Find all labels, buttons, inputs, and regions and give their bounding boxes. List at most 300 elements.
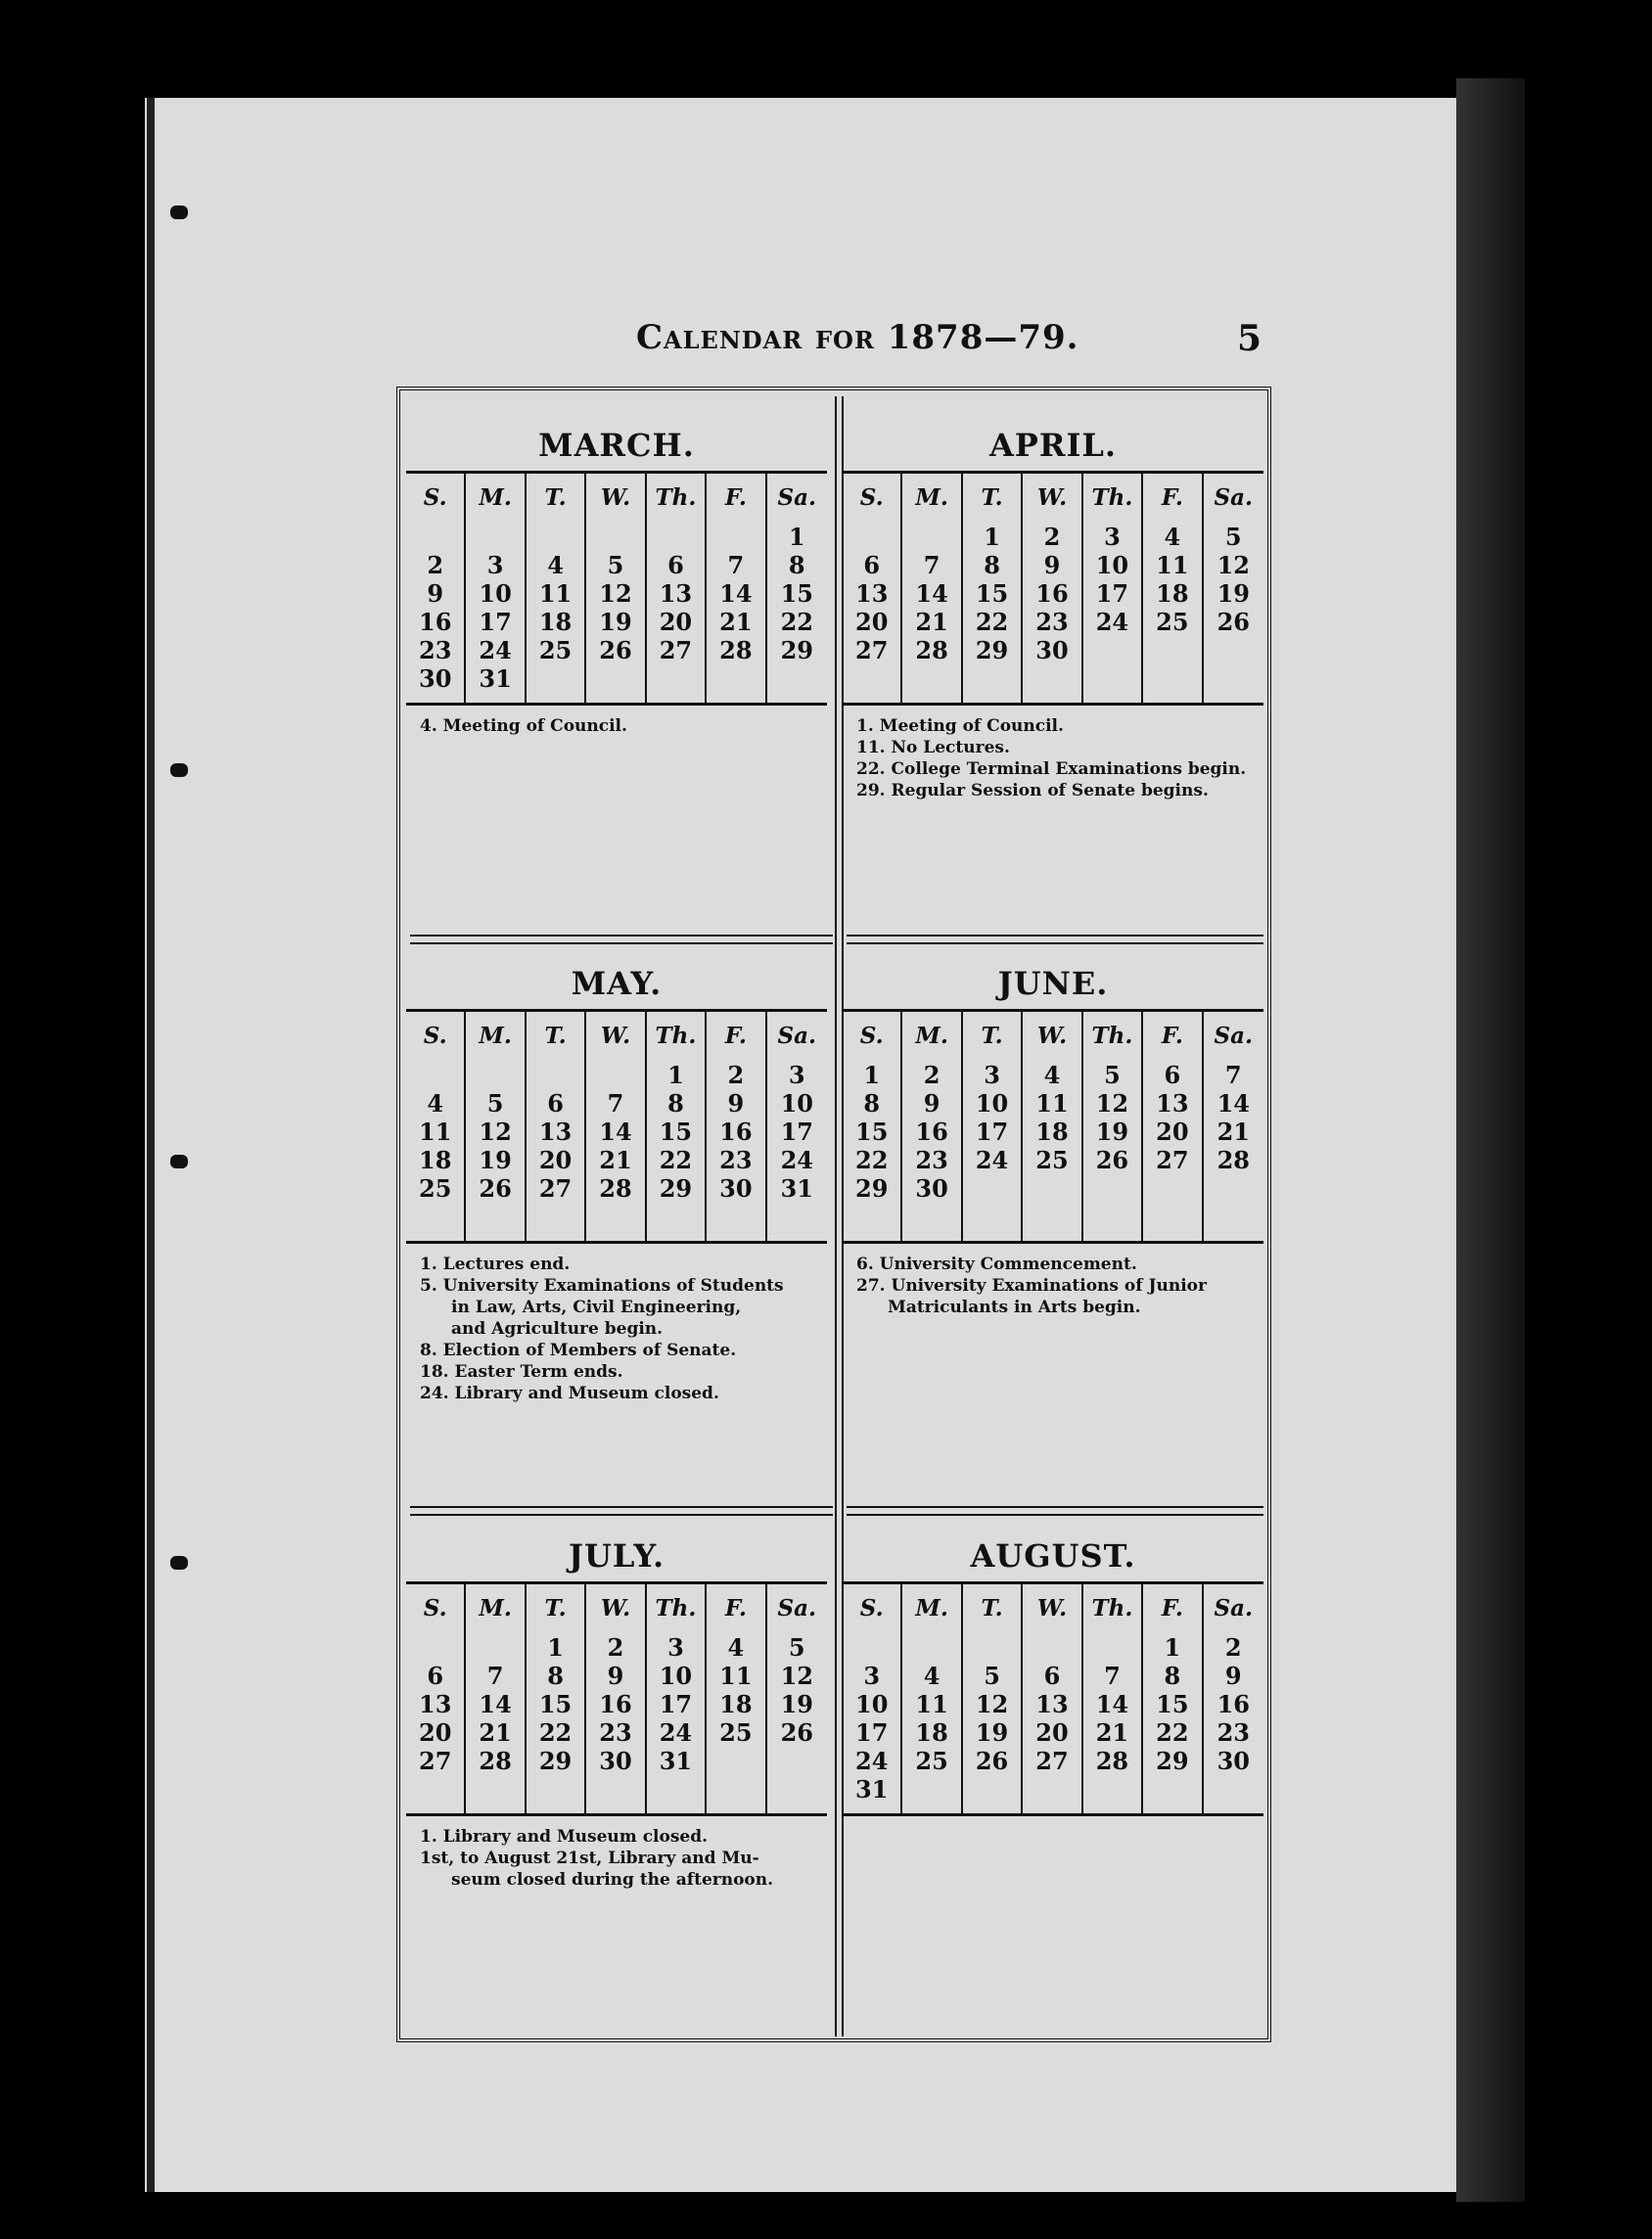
weekday-header: W. <box>600 1023 631 1049</box>
note-line: and Agriculture begin. <box>451 1319 664 1339</box>
day-cell: 25 <box>1156 608 1189 636</box>
day-cell: 27 <box>659 636 693 664</box>
day-grid <box>406 1012 827 1244</box>
day-cell: 24 <box>1095 608 1129 636</box>
day-cell: 25 <box>1035 1146 1069 1174</box>
weekday-column <box>466 1584 526 1813</box>
day-cell <box>406 1203 464 1231</box>
day-cell: 30 <box>1035 636 1069 664</box>
weekday-column <box>963 1584 1023 1813</box>
section-rule <box>410 1506 833 1516</box>
day-cell: 8 <box>788 551 805 579</box>
day-cell <box>963 1174 1021 1203</box>
day-cell: 15 <box>538 1690 573 1718</box>
weekday-column <box>902 1012 962 1241</box>
weekday-header: Sa. <box>777 484 817 511</box>
day-cell: 21 <box>479 1718 512 1747</box>
month-july <box>406 1531 827 1891</box>
day-cell: 31 <box>479 664 512 693</box>
day-cell: 15 <box>1156 1690 1189 1718</box>
day-cell: 29 <box>659 1174 693 1203</box>
day-cell: 1 <box>547 1633 564 1662</box>
day-cell <box>1143 664 1201 693</box>
day-cell: 23 <box>719 1146 753 1174</box>
day-cell: 1 <box>863 1061 881 1089</box>
day-cell: 29 <box>538 1747 573 1775</box>
day-cell: 31 <box>780 1174 813 1203</box>
day-cell <box>902 1775 960 1804</box>
day-cell: 2 <box>727 1061 745 1089</box>
day-cell <box>647 1203 705 1231</box>
day-cell: 4 <box>427 1089 444 1118</box>
day-cell: 25 <box>419 1174 452 1203</box>
day-cell: 16 <box>599 1690 632 1718</box>
day-cell <box>527 523 584 551</box>
day-cell: 8 <box>667 1089 684 1118</box>
day-cell <box>707 523 764 551</box>
weekday-column <box>1143 1012 1203 1241</box>
day-cell: 19 <box>1216 579 1250 608</box>
day-cell <box>843 1203 900 1231</box>
day-cell: 21 <box>915 608 948 636</box>
weekday-header: W. <box>1036 484 1068 511</box>
weekday-header: Th. <box>1091 484 1133 511</box>
day-cell: 23 <box>915 1146 948 1174</box>
day-cell: 27 <box>855 636 889 664</box>
weekday-header: S. <box>859 1595 884 1622</box>
weekday-column <box>586 474 646 703</box>
weekday-header: M. <box>479 484 512 511</box>
day-cell <box>466 1775 524 1804</box>
day-cell: 3 <box>788 1061 805 1089</box>
day-cell <box>586 1061 644 1089</box>
day-cell: 4 <box>1164 523 1181 551</box>
day-cell: 28 <box>479 1747 512 1775</box>
month-notes <box>406 1244 827 1404</box>
weekday-column <box>767 474 827 703</box>
day-cell <box>406 523 464 551</box>
day-cell <box>1083 636 1141 664</box>
day-cell: 30 <box>599 1747 632 1775</box>
weekday-column <box>843 1012 902 1241</box>
day-cell: 5 <box>607 551 624 579</box>
note-line: 27. University Examinations of Junior <box>856 1276 1207 1296</box>
day-cell: 10 <box>780 1089 813 1118</box>
day-cell: 1 <box>1164 1633 1181 1662</box>
binding-stitch <box>170 206 188 219</box>
day-cell: 11 <box>915 1690 948 1718</box>
month-notes <box>406 1816 827 1891</box>
day-cell: 28 <box>1095 1747 1129 1775</box>
weekday-column <box>1143 474 1203 703</box>
day-cell: 20 <box>855 608 889 636</box>
day-cell: 9 <box>727 1089 745 1118</box>
day-cell <box>586 1203 644 1231</box>
day-cell: 15 <box>780 579 813 608</box>
weekday-header: Th. <box>655 1595 697 1622</box>
weekday-column <box>902 1584 962 1813</box>
day-cell: 1 <box>667 1061 684 1089</box>
day-cell: 11 <box>538 579 573 608</box>
day-cell: 5 <box>1224 523 1242 551</box>
weekday-column <box>1023 1012 1082 1241</box>
weekday-header: S. <box>423 1595 447 1622</box>
day-cell <box>1083 1775 1141 1804</box>
page-binding <box>147 98 155 2192</box>
day-cell: 4 <box>923 1662 941 1690</box>
day-cell <box>406 1061 464 1089</box>
weekday-header: T. <box>544 1595 567 1622</box>
day-cell: 24 <box>855 1747 889 1775</box>
weekday-header: T. <box>544 1023 567 1049</box>
weekday-header: S. <box>859 484 884 511</box>
note-line: seum closed during the afternoon. <box>451 1870 774 1890</box>
weekday-column <box>527 1012 586 1241</box>
binding-stitch <box>170 1155 188 1168</box>
day-cell: 2 <box>427 551 444 579</box>
day-grid <box>843 474 1263 706</box>
note-line: in Law, Arts, Civil Engineering, <box>451 1298 742 1317</box>
day-cell: 20 <box>419 1718 452 1747</box>
day-cell: 19 <box>599 608 632 636</box>
month-august <box>843 1531 1263 1826</box>
day-cell <box>1023 1775 1080 1804</box>
weekday-header: F. <box>724 1595 747 1622</box>
day-cell: 5 <box>486 1089 504 1118</box>
day-cell: 29 <box>780 636 813 664</box>
day-cell: 28 <box>719 636 753 664</box>
weekday-column <box>406 1012 466 1241</box>
day-cell: 22 <box>780 608 813 636</box>
day-cell: 26 <box>975 1747 1009 1775</box>
day-cell: 11 <box>419 1118 452 1146</box>
day-cell <box>466 1203 524 1231</box>
month-notes <box>843 1244 1263 1318</box>
day-cell: 15 <box>855 1118 889 1146</box>
weekday-column <box>586 1012 646 1241</box>
day-cell: 22 <box>1156 1718 1189 1747</box>
day-cell: 20 <box>659 608 693 636</box>
weekday-header: Th. <box>1091 1595 1133 1622</box>
note-line: 1. Lectures end. <box>420 1255 571 1274</box>
day-cell <box>767 1747 827 1775</box>
page-edge-shadow <box>1456 78 1525 2202</box>
day-cell <box>1083 1203 1141 1231</box>
note-line: Matriculants in Arts begin. <box>888 1298 1141 1317</box>
month-notes <box>843 1816 1263 1826</box>
day-cell: 6 <box>427 1662 444 1690</box>
day-cell <box>843 1633 900 1662</box>
note-line: 1st, to August 21st, Library and Mu- <box>420 1849 759 1868</box>
weekday-header: W. <box>1036 1595 1068 1622</box>
month-march <box>406 420 827 737</box>
day-cell: 14 <box>479 1690 512 1718</box>
day-cell <box>586 523 644 551</box>
weekday-column <box>707 1012 766 1241</box>
note-line: 24. Library and Museum closed. <box>420 1384 719 1403</box>
weekday-header: S. <box>423 484 447 511</box>
note-line: 11. No Lectures. <box>856 738 1010 757</box>
day-cell <box>1143 1174 1201 1203</box>
day-cell <box>707 664 764 693</box>
weekday-column <box>902 474 962 703</box>
day-cell <box>902 523 960 551</box>
month-may <box>406 958 827 1404</box>
weekday-column <box>1204 1012 1263 1241</box>
day-cell <box>843 523 900 551</box>
day-cell <box>1083 664 1141 693</box>
weekday-column <box>1143 1584 1203 1813</box>
day-cell: 18 <box>419 1146 452 1174</box>
day-cell: 5 <box>1104 1061 1121 1089</box>
day-cell: 24 <box>659 1718 693 1747</box>
day-cell: 4 <box>727 1633 745 1662</box>
day-cell: 24 <box>780 1146 813 1174</box>
day-cell: 23 <box>419 636 452 664</box>
section-rule <box>847 935 1263 944</box>
weekday-header: Sa. <box>1214 1023 1254 1049</box>
weekday-header: S. <box>859 1023 884 1049</box>
day-cell <box>843 664 900 693</box>
page-title: Calendar for 1878—79. <box>636 318 1079 357</box>
day-cell <box>1023 1203 1080 1231</box>
day-cell <box>767 1775 827 1804</box>
weekday-header: W. <box>1036 1023 1068 1049</box>
day-cell: 7 <box>486 1662 504 1690</box>
day-cell: 7 <box>1104 1662 1121 1690</box>
calendar-frame <box>396 387 1271 2042</box>
day-cell <box>1023 1174 1080 1203</box>
month-june <box>843 958 1263 1318</box>
weekday-column <box>647 474 707 703</box>
day-cell: 7 <box>607 1089 624 1118</box>
day-cell <box>1143 1203 1201 1231</box>
day-cell <box>406 1775 464 1804</box>
day-cell: 6 <box>1043 1662 1061 1690</box>
month-name: APRIL. <box>843 420 1263 474</box>
day-cell: 9 <box>923 1089 941 1118</box>
weekday-column <box>647 1012 707 1241</box>
day-cell: 6 <box>863 551 881 579</box>
day-cell: 21 <box>1095 1718 1129 1747</box>
day-cell: 22 <box>659 1146 693 1174</box>
day-cell: 11 <box>1156 551 1189 579</box>
day-cell: 26 <box>1216 608 1250 636</box>
weekday-header: M. <box>915 1023 948 1049</box>
weekday-header: F. <box>1161 1023 1183 1049</box>
day-cell: 13 <box>1156 1089 1189 1118</box>
section-rule <box>410 935 833 944</box>
day-cell: 8 <box>984 551 1000 579</box>
day-cell: 11 <box>1035 1089 1069 1118</box>
weekday-header: F. <box>724 484 747 511</box>
day-cell: 17 <box>1095 579 1129 608</box>
day-cell: 9 <box>1043 551 1061 579</box>
day-cell: 29 <box>855 1174 889 1203</box>
day-cell <box>1204 636 1263 664</box>
day-cell <box>963 1633 1021 1662</box>
day-cell: 21 <box>599 1146 632 1174</box>
day-cell: 28 <box>599 1174 632 1203</box>
day-cell <box>1204 1203 1263 1231</box>
weekday-header: Th. <box>655 1023 697 1049</box>
weekday-column <box>647 1584 707 1813</box>
day-cell: 1 <box>984 523 1000 551</box>
note-line: 22. College Terminal Examinations begin. <box>856 759 1247 779</box>
day-cell: 7 <box>923 551 941 579</box>
day-cell <box>767 1203 827 1231</box>
day-cell <box>647 523 705 551</box>
day-cell: 20 <box>1156 1118 1189 1146</box>
day-cell: 10 <box>855 1690 889 1718</box>
weekday-header: Th. <box>1091 1023 1133 1049</box>
day-cell: 18 <box>719 1690 753 1718</box>
weekday-column <box>707 1584 766 1813</box>
weekday-header: M. <box>915 484 948 511</box>
day-cell <box>527 664 584 693</box>
day-cell: 30 <box>419 664 452 693</box>
day-cell <box>707 1203 764 1231</box>
day-cell: 6 <box>1164 1061 1181 1089</box>
weekday-header: Sa. <box>1214 1595 1254 1622</box>
note-line: 1. Library and Museum closed. <box>420 1827 709 1847</box>
day-cell: 10 <box>659 1662 693 1690</box>
weekday-column <box>1204 474 1263 703</box>
weekday-column <box>527 1584 586 1813</box>
day-cell: 31 <box>855 1775 889 1804</box>
day-cell: 22 <box>855 1146 889 1174</box>
day-cell <box>963 664 1021 693</box>
month-name: JULY. <box>406 1531 827 1584</box>
day-cell: 9 <box>1224 1662 1242 1690</box>
day-cell: 14 <box>719 579 753 608</box>
day-cell: 30 <box>915 1174 948 1203</box>
day-cell <box>527 1203 584 1231</box>
day-cell: 22 <box>975 608 1009 636</box>
weekday-header: M. <box>479 1023 512 1049</box>
weekday-header: T. <box>981 484 1003 511</box>
day-grid <box>406 474 827 706</box>
day-cell: 30 <box>1216 1747 1250 1775</box>
day-cell: 23 <box>1035 608 1069 636</box>
day-cell <box>963 1203 1021 1231</box>
day-cell <box>902 1633 960 1662</box>
day-cell: 18 <box>1156 579 1189 608</box>
day-cell: 14 <box>599 1118 632 1146</box>
day-grid <box>843 1584 1263 1816</box>
day-cell: 4 <box>1043 1061 1061 1089</box>
weekday-column <box>843 1584 902 1813</box>
weekday-column <box>406 1584 466 1813</box>
day-cell: 12 <box>1095 1089 1129 1118</box>
day-cell: 10 <box>1095 551 1129 579</box>
weekday-column <box>586 1584 646 1813</box>
day-grid <box>843 1012 1263 1244</box>
day-cell: 13 <box>1035 1690 1069 1718</box>
day-cell: 10 <box>479 579 512 608</box>
day-cell: 13 <box>419 1690 452 1718</box>
day-cell: 26 <box>599 636 632 664</box>
day-cell: 20 <box>1035 1718 1069 1747</box>
weekday-column <box>843 474 902 703</box>
day-cell: 2 <box>1224 1633 1242 1662</box>
day-cell <box>647 664 705 693</box>
day-cell: 27 <box>1035 1747 1069 1775</box>
day-cell: 13 <box>855 579 889 608</box>
day-cell: 15 <box>659 1118 693 1146</box>
day-cell <box>707 1775 764 1804</box>
day-cell: 22 <box>538 1718 573 1747</box>
day-cell: 19 <box>975 1718 1009 1747</box>
day-cell: 1 <box>788 523 805 551</box>
day-cell <box>466 1061 524 1089</box>
day-cell <box>1143 636 1201 664</box>
day-cell: 20 <box>538 1146 573 1174</box>
weekday-header: T. <box>981 1023 1003 1049</box>
day-cell <box>466 1633 524 1662</box>
weekday-column <box>466 1012 526 1241</box>
day-cell: 30 <box>719 1174 753 1203</box>
day-cell: 15 <box>975 579 1009 608</box>
day-cell: 28 <box>915 636 948 664</box>
month-name: MARCH. <box>406 420 827 474</box>
day-cell: 23 <box>599 1718 632 1747</box>
day-cell: 26 <box>1095 1146 1129 1174</box>
day-cell: 6 <box>667 551 684 579</box>
day-cell: 31 <box>659 1747 693 1775</box>
day-cell: 16 <box>419 608 452 636</box>
weekday-column <box>767 1584 827 1813</box>
day-cell: 21 <box>719 608 753 636</box>
day-cell: 16 <box>1035 579 1069 608</box>
day-cell: 14 <box>915 579 948 608</box>
weekday-column <box>1204 1584 1263 1813</box>
day-cell: 4 <box>547 551 564 579</box>
weekday-column <box>1083 474 1143 703</box>
day-cell <box>527 1061 584 1089</box>
day-cell: 19 <box>780 1690 813 1718</box>
weekday-column <box>527 474 586 703</box>
day-cell: 5 <box>788 1633 805 1662</box>
day-cell <box>1083 1174 1141 1203</box>
weekday-header: Sa. <box>777 1595 817 1622</box>
day-cell: 13 <box>538 1118 573 1146</box>
day-cell: 26 <box>780 1718 813 1747</box>
note-line: 4. Meeting of Council. <box>420 716 627 736</box>
day-cell: 18 <box>915 1718 948 1747</box>
weekday-column <box>1083 1012 1143 1241</box>
day-cell <box>527 1775 584 1804</box>
day-cell: 11 <box>719 1662 753 1690</box>
day-cell: 19 <box>479 1146 512 1174</box>
day-cell: 27 <box>419 1747 452 1775</box>
weekday-header: Sa. <box>777 1023 817 1049</box>
day-cell: 3 <box>1104 523 1121 551</box>
day-cell: 3 <box>486 551 504 579</box>
note-line: 8. Election of Members of Senate. <box>420 1341 737 1360</box>
day-cell: 16 <box>1216 1690 1250 1718</box>
day-cell: 10 <box>975 1089 1009 1118</box>
page-number: 5 <box>1236 318 1262 359</box>
day-cell: 3 <box>984 1061 1000 1089</box>
day-cell <box>902 1203 960 1231</box>
day-cell: 27 <box>538 1174 573 1203</box>
day-cell: 19 <box>1095 1118 1129 1146</box>
day-cell: 14 <box>1216 1089 1250 1118</box>
day-cell: 12 <box>780 1662 813 1690</box>
day-cell <box>1023 664 1080 693</box>
month-name: MAY. <box>406 958 827 1012</box>
